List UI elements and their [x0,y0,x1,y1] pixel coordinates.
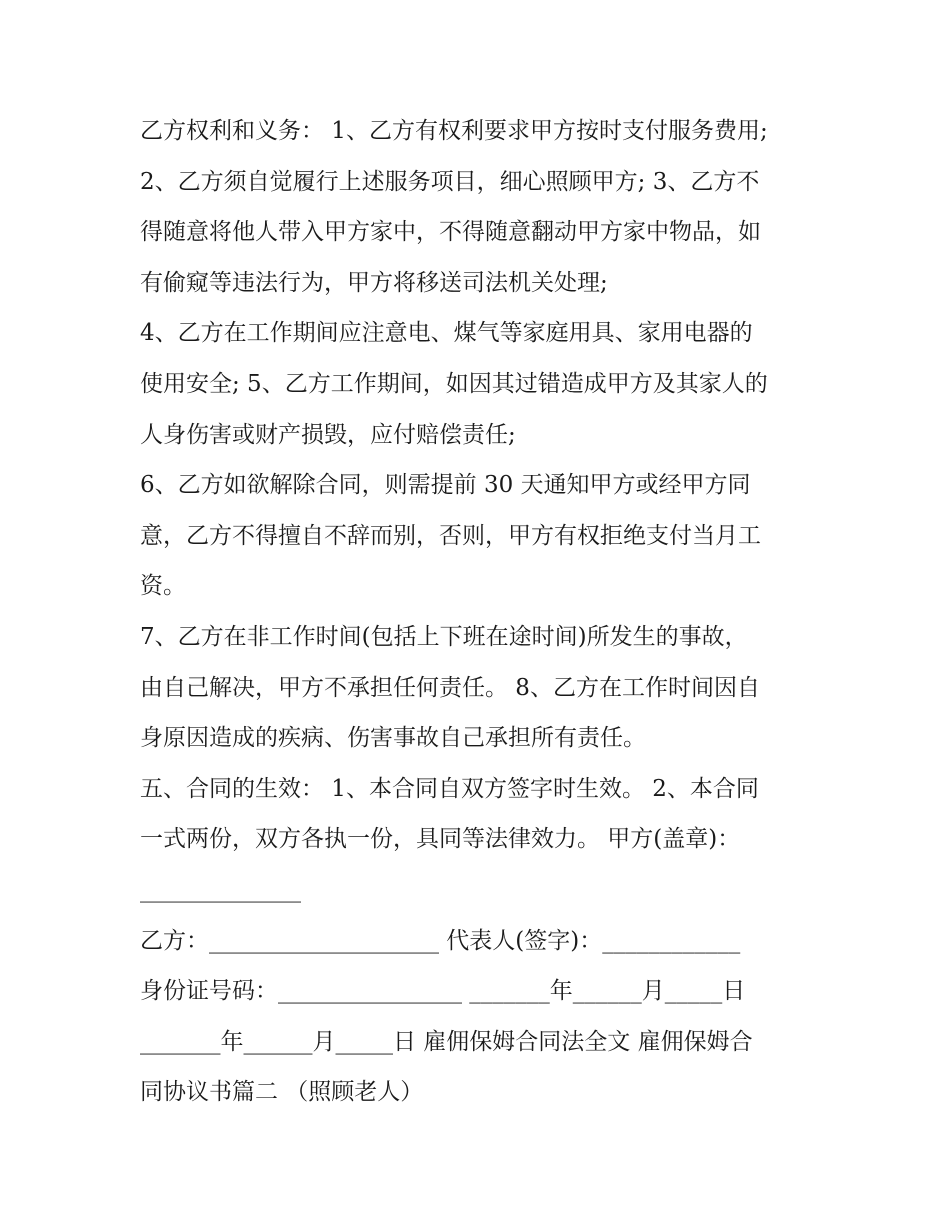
text-line: 五、合同的生效： 1、本合同自双方签字时生效。 2、本合同 [140,775,759,802]
text-line: 乙方权利和义务： 1、乙方有权利要求甲方按时支付服务费用; [140,118,768,144]
text-line: 同协议书篇二 （照顾老人） [140,1079,424,1106]
text-line: 意，乙方不得擅自不辞而别，否则，甲方有权拒绝支付当月工 [140,522,761,549]
signature-blank-line: ______________ [140,876,301,903]
document-body [140,106,820,1118]
text-line: 6、乙方如欲解除合同，则需提前 30 天通知甲方或经甲方同 [140,472,751,499]
text-line: 得随意将他人带入甲方家中，不得随意翻动甲方家中物品，如 [140,219,761,246]
text-line: 有偷窥等违法行为，甲方将移送司法机关处理; [140,269,608,296]
party-b-signature-line: 乙方：____________________ 代表人(签字)：____________ [140,927,741,954]
text-line: 身原因造成的疾病、伤害事故自己承担所有责任。 [140,725,646,752]
text-line: 资。 [140,573,186,600]
text-line: 2、乙方须自觉履行上述服务项目，细心照顾甲方; 3、乙方不 [140,168,760,195]
text-line: 由自己解决，甲方不承担任何责任。 8、乙方在工作时间因自 [140,674,760,701]
text-line: 7、乙方在非工作时间(包括上下班在途时间)所发生的事故， [140,623,748,650]
text-line: 一式两份，双方各执一份，具同等法律效力。 甲方(盖章)： [140,826,741,853]
text-line: 人身伤害或财产损毁，应付赔偿责任; [140,421,516,448]
text-line: 4、乙方在工作期间应注意电、煤气等家庭用具、家用电器的 [140,320,753,347]
text-line: 使用安全; 5、乙方工作期间，如因其过错造成甲方及其家人的 [140,370,768,397]
id-number-date-line: 身份证号码：________________ _______年______月_____日 [140,978,746,1005]
date-title-line: _______年______月_____日 雇佣保姆合同法全文 雇佣保姆合 [140,1028,753,1055]
